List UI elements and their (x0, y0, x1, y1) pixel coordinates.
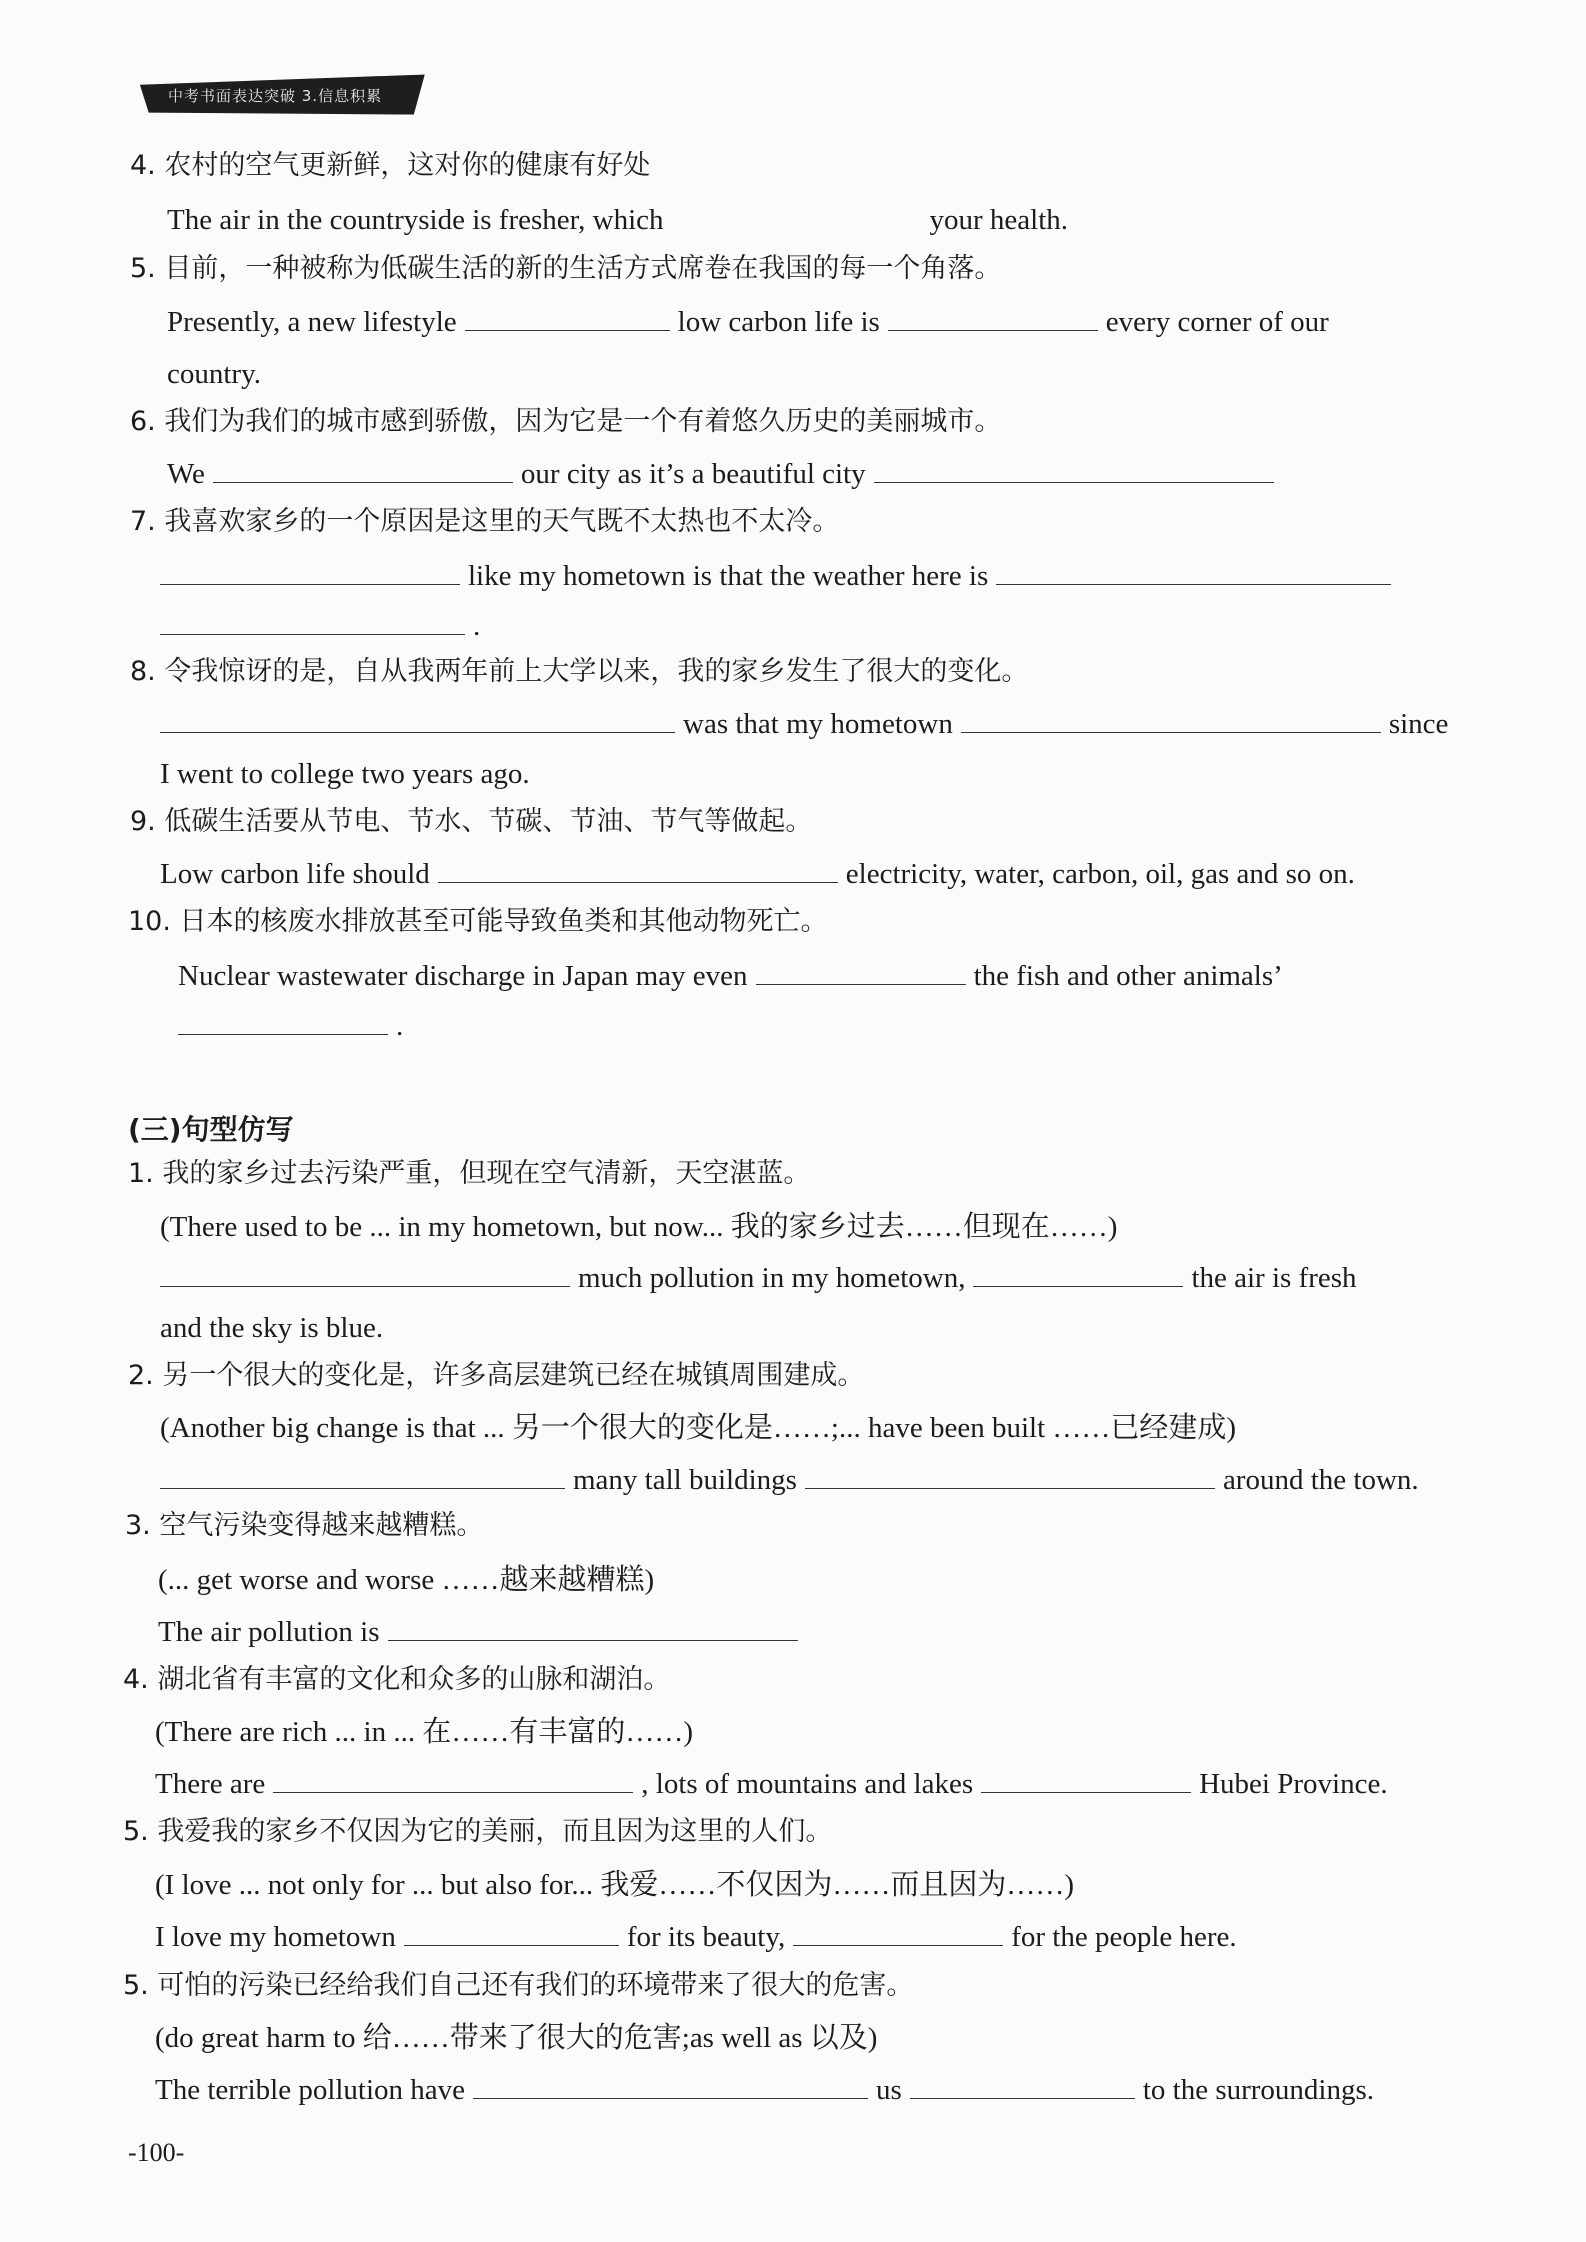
question-cn: 5. 我爱我的家乡不仅因为它的美丽，而且因为这里的人们。 (123, 1816, 833, 1847)
question-cn: 4. 农村的空气更新鲜，这对你的健康有好处 (130, 150, 651, 181)
question-en-cont: country. (167, 358, 261, 390)
question-hint: (... get worse and worse ……越来越糟糕) (158, 1564, 655, 1596)
question-cn: 5. 可怕的污染已经给我们自己还有我们的环境带来了很大的危害。 (123, 1970, 914, 2001)
answer-blank[interactable] (438, 862, 838, 883)
answer-blank[interactable] (404, 1925, 619, 1946)
question-en: Low carbon life should electricity, water, carbon, oil, gas and so on. (160, 858, 1355, 890)
question-en: many tall buildings around the town. (160, 1466, 1419, 1495)
question-en: much pollution in my hometown, the air is fresh (160, 1264, 1357, 1293)
question-hint: (do great harm to 给……带来了很大的危害;as well as 以及) (155, 2022, 878, 2054)
question-cn: 6. 我们为我们的城市感到骄傲，因为它是一个有着悠久历史的美丽城市。 (130, 406, 1002, 437)
answer-blank[interactable] (473, 2078, 868, 2099)
question-en-cont: and the sky is blue. (160, 1312, 384, 1344)
answer-blank[interactable] (213, 462, 513, 483)
question-hint: (There are rich ... in ... 在……有丰富的……) (155, 1716, 693, 1748)
question-en: Presently, a new lifestyle low carbon life is every corner of our (167, 306, 1329, 338)
answer-blank[interactable] (910, 2078, 1135, 2099)
question-en-cont: . (178, 1012, 403, 1041)
answer-blank[interactable] (160, 1266, 570, 1287)
question-en: We our city as it’s a beautiful city (167, 460, 1282, 489)
question-cn: 9. 低碳生活要从节电、节水、节碳、节油、节气等做起。 (130, 806, 813, 837)
question-cn: 1. 我的家乡过去污染严重，但现在空气清新，天空湛蓝。 (128, 1158, 811, 1189)
question-cn: 10. 日本的核废水排放甚至可能导致鱼类和其他动物死亡。 (128, 906, 828, 937)
question-cn: 2. 另一个很大的变化是，许多高层建筑已经在城镇周围建成。 (128, 1360, 865, 1391)
answer-blank[interactable] (672, 208, 922, 229)
question-en: The air pollution is (158, 1618, 806, 1647)
question-cn: 8. 令我惊讶的是，自从我两年前上大学以来，我的家乡发生了很大的变化。 (130, 656, 1029, 687)
answer-blank[interactable] (973, 1266, 1183, 1287)
answer-blank[interactable] (273, 1772, 633, 1793)
running-title: 中考书面表达突破 3.信息积累 (168, 87, 383, 105)
question-en: The air in the countryside is fresher, which your health. (167, 204, 1069, 236)
answer-blank[interactable] (178, 1014, 388, 1035)
question-hint: (Another big change is that ... 另一个很大的变化是……;... have been built ……已经建成) (160, 1412, 1237, 1444)
question-hint: (I love ... not only for ... but also for... 我爱……不仅因为……而且因为……) (155, 1869, 1075, 1901)
answer-blank[interactable] (160, 564, 460, 585)
question-hint: (There used to be ... in my hometown, but now... 我的家乡过去……但现在……) (160, 1211, 1118, 1243)
question-en: was that my hometown since (160, 710, 1448, 739)
answer-blank[interactable] (888, 310, 1098, 331)
question-en: The terrible pollution have us to the surroundings. (155, 2074, 1375, 2106)
answer-blank[interactable] (160, 1468, 565, 1489)
section-title: (三)句型仿写 (128, 1113, 294, 1146)
question-en: There are , lots of mountains and lakes Hubei Province. (155, 1768, 1388, 1800)
question-en-cont: I went to college two years ago. (160, 758, 530, 790)
question-cn: 5. 目前，一种被称为低碳生活的新的生活方式席卷在我国的每一个角落。 (130, 253, 1002, 284)
answer-blank[interactable] (805, 1468, 1215, 1489)
question-cn: 4. 湖北省有丰富的文化和众多的山脉和湖泊。 (123, 1664, 671, 1695)
answer-blank[interactable] (160, 614, 465, 635)
answer-blank[interactable] (981, 1772, 1191, 1793)
answer-blank[interactable] (996, 564, 1391, 585)
question-cn: 3. 空气污染变得越来越糟糕。 (125, 1510, 484, 1541)
question-cn: 7. 我喜欢家乡的一个原因是这里的天气既不太热也不太冷。 (130, 506, 840, 537)
question-en-cont: . (160, 612, 480, 641)
answer-blank[interactable] (874, 462, 1274, 483)
page-number: -100- (128, 2138, 185, 2167)
question-en: like my hometown is that the weather here is (160, 562, 1399, 591)
question-en: Nuclear wastewater discharge in Japan may even the fish and other animals’ (178, 960, 1283, 992)
answer-blank[interactable] (961, 712, 1381, 733)
answer-blank[interactable] (388, 1620, 798, 1641)
question-en: I love my hometown for its beauty, for the people here. (155, 1921, 1237, 1953)
answer-blank[interactable] (793, 1925, 1003, 1946)
answer-blank[interactable] (160, 712, 675, 733)
answer-blank[interactable] (756, 964, 966, 985)
answer-blank[interactable] (465, 310, 670, 331)
